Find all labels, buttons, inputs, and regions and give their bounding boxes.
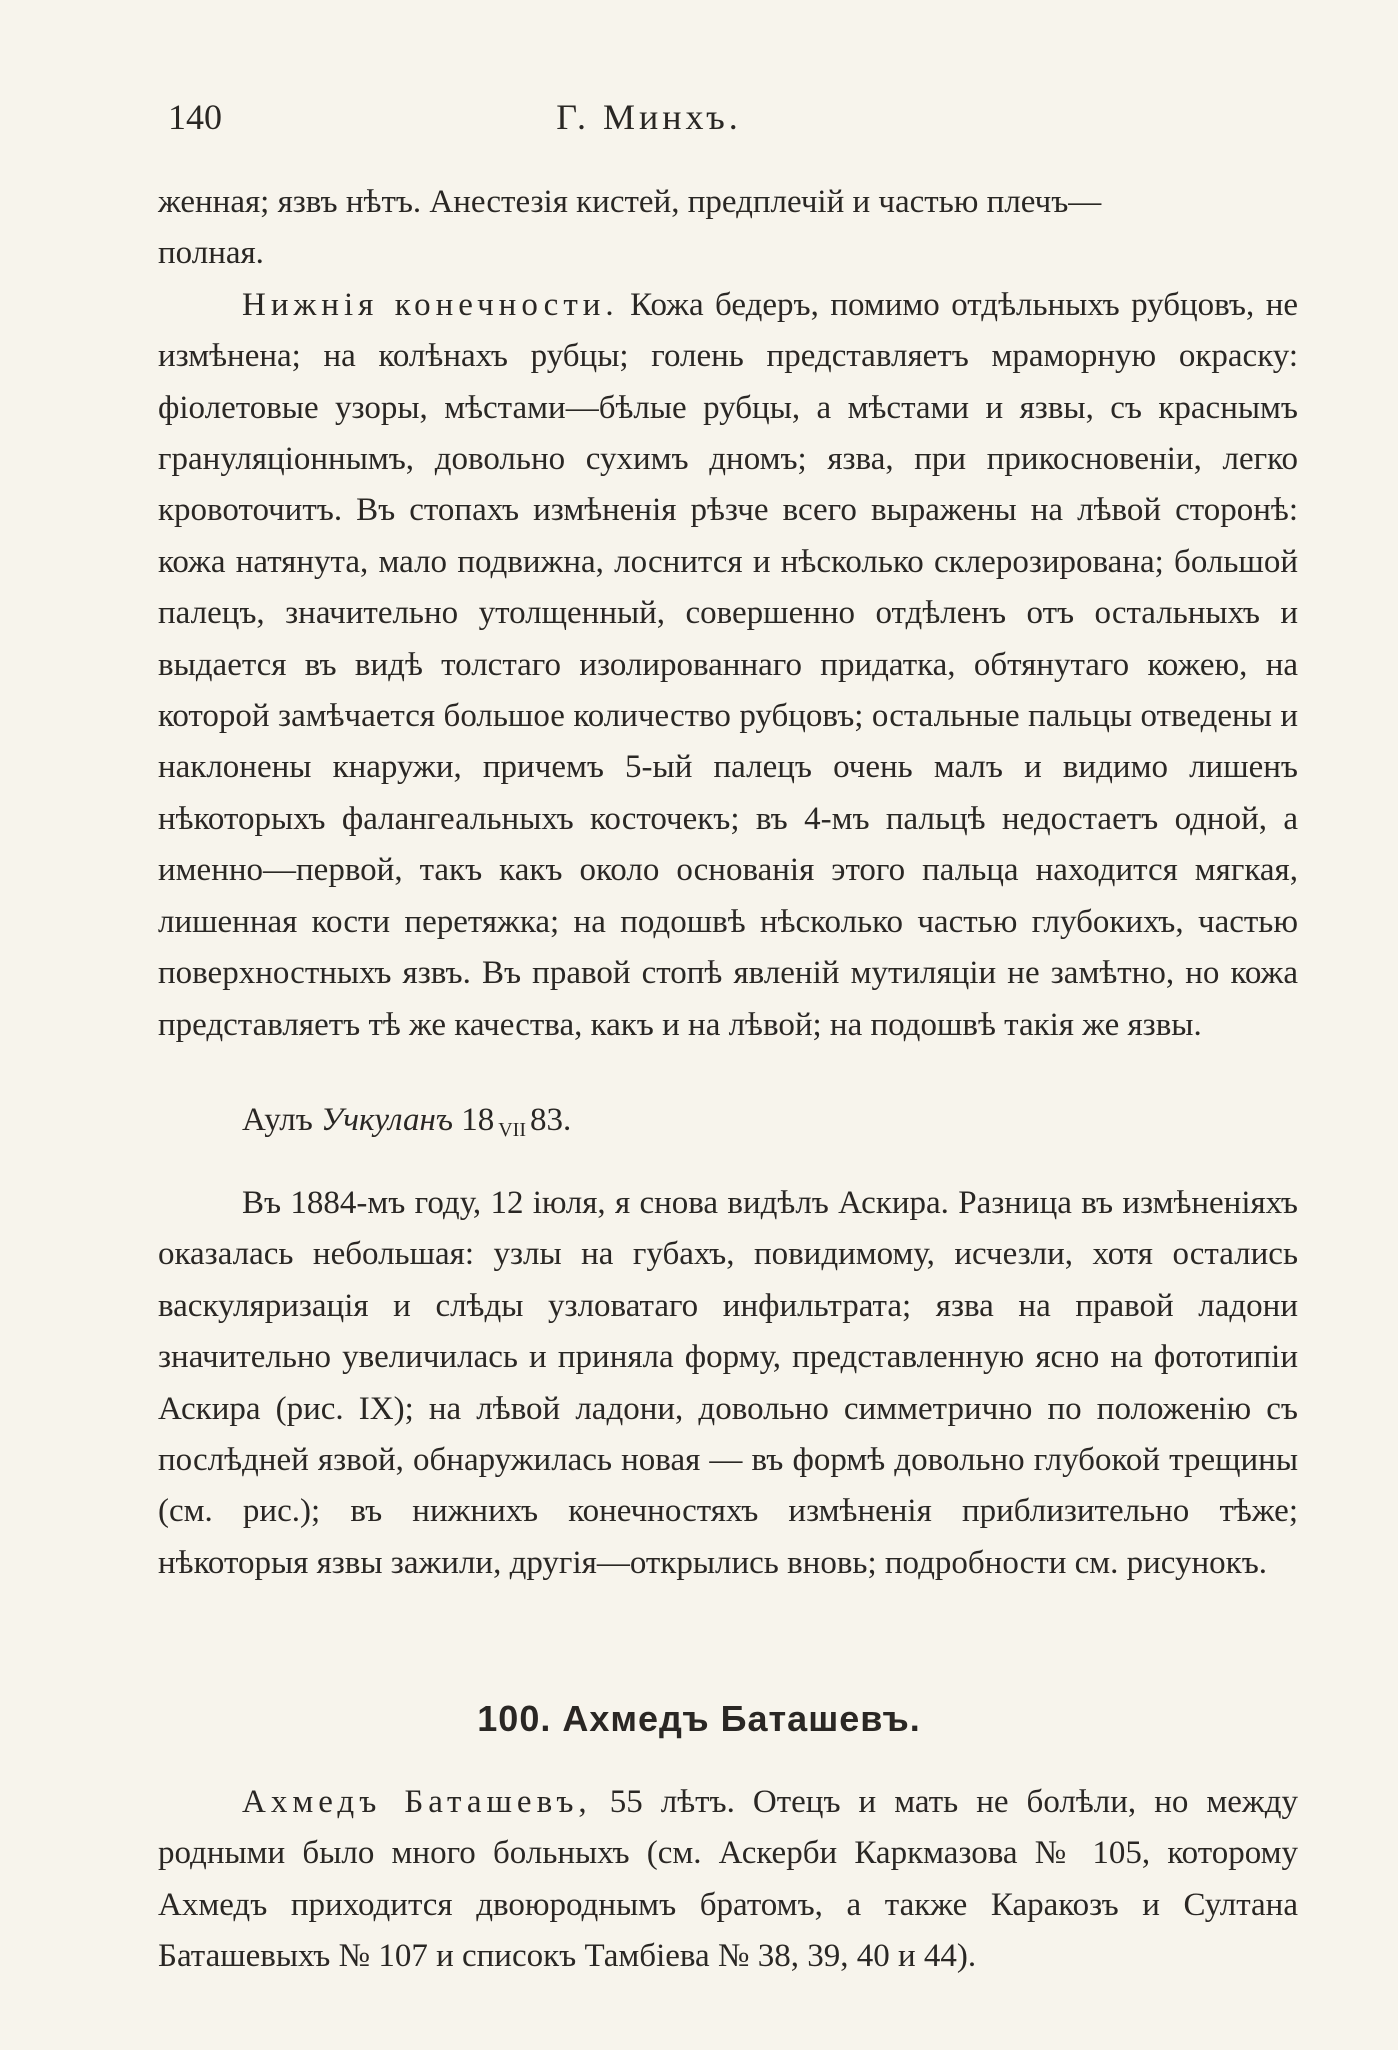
patient-paragraph: [158, 1777, 1298, 1983]
lower-limbs-text: Кожа бедеръ, помимо отдѣльныхъ рубцовъ, не измѣнена; на колѣнахъ рубцы; голень представляетъ мраморную окраску: фіолетовые узоры, мѣстами—бѣлые рубцы, а мѣстами и язвы, съ краснымъ грануляціоннымъ, довольно сухимъ дномъ; язва, при прикосновеніи, легко кровоточитъ. Въ стопахъ измѣненія рѣзче всего выражены на лѣвой сторонѣ: кожа натянута, мало подвижна, лоснится и нѣсколько склерозирована; большой палецъ, значительно утолщенный, совершенно отдѣленъ отъ остальныхъ и выдается въ видѣ толстаго изолированнаго придатка, обтянутаго кожею, на которой замѣчается большое количество рубцовъ; остальные пальцы отведены и наклонены кнаружи, причемъ 5-ый палецъ очень малъ и видимо лишенъ нѣкоторыхъ фалангеальныхъ косточекъ; въ 4-мъ пальцѣ недостаетъ одной, а именно—первой, такъ какъ около основанія этого пальца находится мягкая, лишенная кости перетяжка; на подошвѣ нѣсколько частью глубокихъ, частью поверхностныхъ язвъ. Въ правой стопѣ явленій мутиляціи не замѣтно, но кожа представляетъ тѣ же качества, какъ и на лѣвой; на подошвѣ такія же язвы.: [158, 286, 1298, 1043]
section-heading: 100. Ахмедъ Баташевъ.: [477, 1698, 921, 1739]
lower-limbs-heading: Нижнія конечности.: [242, 286, 619, 323]
followup-text: Въ 1884-мъ году, 12 іюля, я снова видѣлъ Аскира. Разница въ измѣненіяхъ оказалась небольшая: узлы на губахъ, повидимому, исчезли, хотя остались васкуляризація и слѣды узловатаго инфильтрата; язва на правой ладони значительно увеличилась и приняла форму, представленную ясно на фототипіи Аскира (рис. IX); на лѣвой ладони, довольно симметрично по положенію съ послѣдней язвой, обнаружилась новая — въ формѣ довольно глубокой трещины (см. рис.); въ нижнихъ конечностяхъ измѣненія приблизительно тѣже; нѣкоторыя язвы зажили, другія—открылись вновь; подробности см. рисунокъ.: [158, 1185, 1298, 1581]
paragraph-continuation-line-2: полная.: [158, 235, 264, 272]
page-header: [168, 96, 1298, 146]
running-title: Г. Минхъ.: [556, 97, 742, 137]
main-text: [158, 177, 1298, 1051]
place-date-line: [242, 1095, 571, 1150]
patient-text-paragraph: [158, 1777, 1298, 1983]
page-number: 140: [168, 97, 222, 137]
date-day: 18: [461, 1102, 495, 1138]
patient-name: Ахмедъ Баташевъ,: [242, 1784, 592, 1820]
date-year: 83.: [529, 1102, 572, 1138]
patient-text: 55 лѣтъ. Отецъ и мать не болѣли, но между родными было много больныхъ (см. Аскерби Каркмазова № 105, которому Ахмедъ приходится двоюроднымъ братомъ, а также Каракозъ и Султана Баташевыхъ № 107 и списокъ Тамбіева № 38, 39, 40 и 44).: [158, 1784, 1299, 1975]
paragraph-continuation-line-1: женная; язвъ нѣтъ. Анестезія кистей, предплечій и частью плечъ—: [158, 184, 1102, 220]
lower-limbs-paragraph: [158, 280, 1298, 1051]
place-prefix: Аулъ: [242, 1102, 313, 1138]
followup-paragraph: [158, 1178, 1298, 1589]
date-month: VII: [498, 1119, 526, 1141]
place-name: Учкуланъ: [321, 1102, 453, 1138]
